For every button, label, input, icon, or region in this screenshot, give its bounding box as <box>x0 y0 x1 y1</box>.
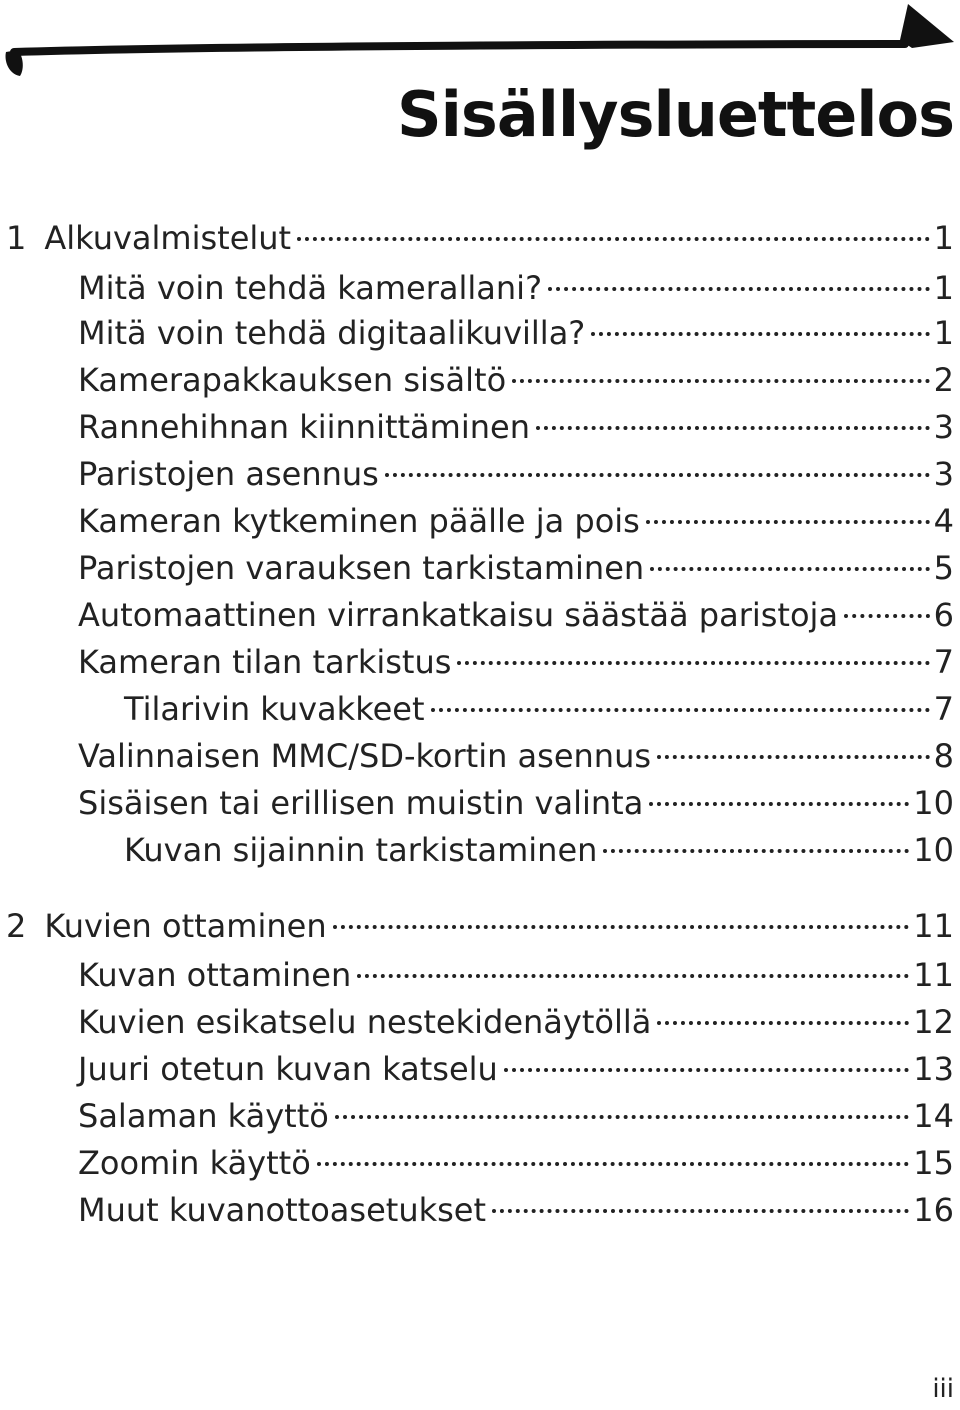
toc-entry-page: 15 <box>913 1144 954 1182</box>
toc-chapter-2[interactable] <box>6 906 954 946</box>
toc-entry-label: Kuvien ottaminen <box>44 907 327 945</box>
dot-leader <box>844 614 930 618</box>
toc-entry[interactable] <box>78 360 954 400</box>
toc-entry-page: 6 <box>933 596 954 634</box>
toc-entry-label: Tilarivin kuvakkeet <box>124 690 425 728</box>
dot-leader <box>492 1209 909 1213</box>
toc-entry-label: Salaman käyttö <box>78 1097 329 1135</box>
page-title: Sisällysluettelos <box>397 78 954 151</box>
toc-entry-page: 11 <box>913 907 954 945</box>
toc-entry-label: Automaattinen virrankatkaisu säästää paristoja <box>78 596 839 634</box>
toc-entry[interactable] <box>78 1096 954 1136</box>
page-number: iii <box>932 1374 954 1404</box>
dot-leader <box>333 925 910 929</box>
toc-entry-page: 12 <box>913 1003 954 1041</box>
toc-entry-label: Kameran kytkeminen päälle ja pois <box>78 502 640 540</box>
dot-leader <box>512 379 929 383</box>
toc-entry-page: 10 <box>913 831 954 869</box>
toc-entry-page: 3 <box>933 408 954 446</box>
toc-entry-page: 1 <box>933 269 954 307</box>
toc-entry[interactable] <box>78 642 954 682</box>
toc-entry[interactable] <box>78 407 954 447</box>
toc-entry-page: 14 <box>913 1097 954 1135</box>
toc-entry[interactable] <box>78 1143 954 1183</box>
dot-leader <box>650 567 929 571</box>
toc-subentry[interactable] <box>124 689 954 729</box>
dot-leader <box>504 1068 909 1072</box>
toc-entry[interactable] <box>78 501 954 541</box>
toc-chapter-1[interactable] <box>6 218 954 258</box>
dot-leader <box>335 1115 909 1119</box>
toc-entry-page: 8 <box>933 737 954 775</box>
toc-entry-label: Paristojen varauksen tarkistaminen <box>78 549 645 587</box>
dot-leader <box>457 661 929 665</box>
dot-leader <box>649 802 909 806</box>
dot-leader <box>603 849 909 853</box>
toc-entry[interactable] <box>78 1002 954 1042</box>
toc-entry-label: Paristojen asennus <box>78 455 379 493</box>
toc-entry-label: Alkuvalmistelut <box>44 219 292 257</box>
dot-leader <box>536 426 930 430</box>
toc-entry-label: Rannehihnan kiinnittäminen <box>78 408 530 446</box>
toc-entry-page: 11 <box>913 956 954 994</box>
toc-entry-page: 13 <box>913 1050 954 1088</box>
toc-entry[interactable] <box>78 454 954 494</box>
toc-entry-label: Kamerapakkauksen sisältö <box>78 361 507 399</box>
dot-leader <box>317 1162 910 1166</box>
toc-entry-page: 4 <box>933 502 954 540</box>
toc-entry[interactable] <box>78 268 954 308</box>
toc-entry-label: Zoomin käyttö <box>78 1144 311 1182</box>
toc-entry-page: 7 <box>933 643 954 681</box>
toc-entry-label: Kameran tilan tarkistus <box>78 643 452 681</box>
toc-entry-label: Kuvien esikatselu nestekidenäytöllä <box>78 1003 652 1041</box>
toc-entry-page: 10 <box>913 784 954 822</box>
chapter-number: 2 <box>6 907 27 945</box>
dot-leader <box>657 755 930 759</box>
toc-entry-page: 5 <box>933 549 954 587</box>
toc-entry-label: Juuri otetun kuvan katselu <box>78 1050 498 1088</box>
toc-entry-label: Kuvan ottaminen <box>78 956 352 994</box>
toc-entry-label: Kuvan sijainnin tarkistaminen <box>124 831 598 869</box>
dot-leader <box>297 237 930 241</box>
dot-leader <box>657 1021 909 1025</box>
dot-leader <box>385 473 930 477</box>
toc-entry-label: Valinnaisen MMC/SD-kortin asennus <box>78 737 652 775</box>
toc-entry[interactable] <box>78 313 954 353</box>
toc-entry[interactable] <box>78 1190 954 1230</box>
toc-entry[interactable] <box>78 1049 954 1089</box>
toc-subentry[interactable] <box>124 830 954 870</box>
dot-leader <box>548 287 930 291</box>
toc-entry-page: 16 <box>913 1191 954 1229</box>
toc-entry-label: Mitä voin tehdä digitaalikuvilla? <box>78 314 586 352</box>
toc-entry[interactable] <box>78 783 954 823</box>
toc-entry-page: 2 <box>933 361 954 399</box>
toc-entry-label: Sisäisen tai erillisen muistin valinta <box>78 784 644 822</box>
toc-entry-label: Muut kuvanottoasetukset <box>78 1191 487 1229</box>
toc-entry[interactable] <box>78 736 954 776</box>
toc-entry[interactable] <box>78 955 954 995</box>
toc-entry-page: 7 <box>933 690 954 728</box>
dot-leader <box>646 520 930 524</box>
toc-entry[interactable] <box>78 548 954 588</box>
toc-entry-page: 1 <box>933 314 954 352</box>
toc-entry-page: 1 <box>933 219 954 257</box>
dot-leader <box>591 332 929 336</box>
dot-leader <box>431 708 930 712</box>
chapter-number: 1 <box>6 219 27 257</box>
toc-entry-page: 3 <box>933 455 954 493</box>
toc-entry[interactable] <box>78 595 954 635</box>
toc-entry-label: Mitä voin tehdä kamerallani? <box>78 269 543 307</box>
dot-leader <box>357 974 909 978</box>
